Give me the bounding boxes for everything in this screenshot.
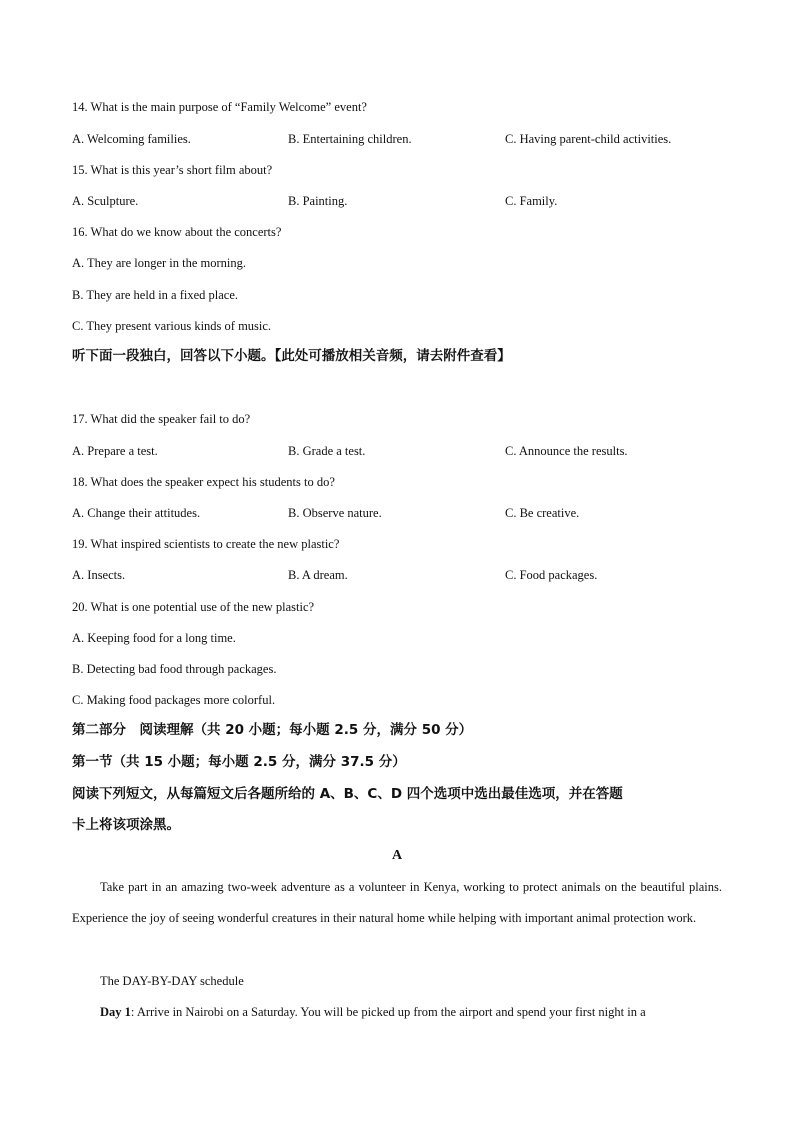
question-16-option-a: A. They are longer in the morning. bbox=[72, 256, 247, 270]
question-20-option-c: C. Making food packages more colorful. bbox=[72, 693, 276, 707]
question-16-option-c: C. They present various kinds of music. bbox=[72, 319, 272, 333]
question-17-stem: 17. What did the speaker fail to do? bbox=[72, 412, 251, 426]
schedule-title: The DAY-BY-DAY schedule bbox=[100, 974, 244, 988]
question-16-option-b: B. They are held in a fixed place. bbox=[72, 288, 239, 302]
question-20-stem: 20. What is one potential use of the new plastic? bbox=[72, 600, 315, 614]
question-14-option-b: B. Entertaining children. bbox=[288, 132, 412, 146]
question-20-option-a: A. Keeping food for a long time. bbox=[72, 631, 236, 645]
day1-text: : Arrive in Nairobi on a Saturday. You will be picked up from the airport and spend your first night in a bbox=[130, 1005, 646, 1019]
part2-heading: 第二部分 阅读理解（共 20 小题；每小题 2.5 分，满分 50 分） bbox=[72, 722, 473, 738]
reading-instruction-line1: 阅读下列短文，从每篇短文后各题所给的 A、B、C、D 四个选项中选出最佳选项，并在答题 bbox=[72, 786, 623, 802]
question-18-option-a: A. Change their attitudes. bbox=[72, 506, 201, 520]
reading-instruction-line2: 卡上将该项涂黑。 bbox=[72, 817, 180, 833]
question-14-stem: 14. What is the main purpose of “Family Welcome” event? bbox=[72, 100, 367, 114]
question-15-option-b: B. Painting. bbox=[288, 194, 348, 208]
question-19-option-b: B. A dream. bbox=[288, 568, 348, 582]
day1-line bbox=[100, 1004, 646, 1020]
section1-heading: 第一节（共 15 小题；每小题 2.5 分，满分 37.5 分） bbox=[72, 754, 406, 770]
day1-label: Day 1 bbox=[100, 1005, 131, 1019]
question-14-option-a: A. Welcoming families. bbox=[72, 132, 191, 146]
passage-label: A bbox=[391, 848, 403, 863]
question-18-stem: 18. What does the speaker expect his students to do? bbox=[72, 475, 335, 489]
question-15-option-a: A. Sculpture. bbox=[72, 194, 139, 208]
listening-instruction: 听下面一段独白，回答以下小题。【此处可播放相关音频，请去附件查看】 bbox=[72, 348, 511, 364]
question-15-stem: 15. What is this year’s short film about? bbox=[72, 163, 273, 177]
question-19-option-c: C. Food packages. bbox=[505, 568, 598, 582]
question-20-option-b: B. Detecting bad food through packages. bbox=[72, 662, 277, 676]
question-19-option-a: A. Insects. bbox=[72, 568, 126, 582]
question-17-option-b: B. Grade a test. bbox=[288, 444, 366, 458]
question-19-stem: 19. What inspired scientists to create the new plastic? bbox=[72, 537, 340, 551]
passage-intro: Take part in an amazing two-week adventure as a volunteer in Kenya, working to protect animals on the beautiful plains. Experience the joy of seeing wonderful creatures in their natural home while helping with important animal protection work. bbox=[72, 880, 722, 925]
question-17-option-a: A. Prepare a test. bbox=[72, 444, 158, 458]
question-14-option-c: C. Having parent-child activities. bbox=[505, 132, 672, 146]
question-17-option-c: C. Announce the results. bbox=[505, 444, 628, 458]
question-18-option-c: C. Be creative. bbox=[505, 506, 580, 520]
question-16-stem: 16. What do we know about the concerts? bbox=[72, 225, 282, 239]
question-18-option-b: B. Observe nature. bbox=[288, 506, 382, 520]
question-15-option-c: C. Family. bbox=[505, 194, 558, 208]
